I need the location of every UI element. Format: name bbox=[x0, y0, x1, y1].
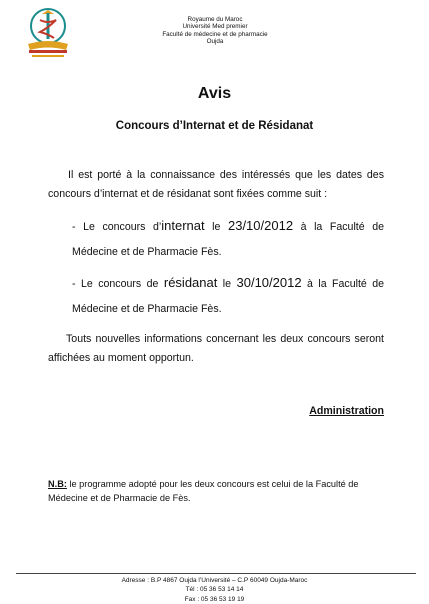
note-text: le programme adopté pour les deux concours est celui de la Faculté de Médecine et de Pharmacie de Fès. bbox=[48, 479, 359, 503]
footer-divider bbox=[16, 573, 416, 574]
item-suffix: à la Faculté de Médecine et de Pharmacie Fès. bbox=[72, 221, 384, 258]
institution-line: Faculté de médecine et de pharmacie bbox=[162, 30, 268, 38]
item-type: résidanat bbox=[163, 275, 218, 290]
footer bbox=[0, 576, 429, 604]
footer-tel: Tél : 05 36 53 14 14 bbox=[185, 586, 244, 594]
item-mid: le bbox=[217, 278, 237, 290]
institution-line: Université Med premier bbox=[182, 23, 248, 31]
item-prefix: Le concours de bbox=[80, 278, 164, 290]
note-label: N.B: bbox=[48, 479, 67, 489]
item-type: internat bbox=[161, 218, 205, 233]
closing-paragraph: Touts nouvelles informations concernant les deux concours seront affichées au moment opportun. bbox=[48, 333, 384, 364]
page-title: Avis bbox=[197, 85, 232, 102]
item-mid: le bbox=[204, 221, 228, 233]
item-suffix: à la Faculté de Médecine et de Pharmacie Fès. bbox=[72, 278, 385, 315]
intro-paragraph: Il est porté à la connaissance des intéressés que les dates des concours d’internat et de résidanat sont fixées comme suit : bbox=[48, 169, 384, 200]
list-item-residanat: - Le concours de résidanat le 30/10/2012 à la Faculté de Médecine et de Pharmacie Fès. bbox=[72, 275, 385, 315]
note bbox=[48, 477, 384, 505]
item-prefix: Le concours d’ bbox=[83, 221, 162, 233]
page-subtitle: Concours d’Internat et de Résidanat bbox=[115, 120, 314, 132]
item-date: 30/10/2012 bbox=[236, 275, 302, 290]
faculty-logo bbox=[20, 4, 76, 62]
footer-address: Adresse : B.P 4867 Oujda l’Université – C.P 60049 Oujda-Maroc bbox=[121, 577, 308, 584]
institution-line: Oujda bbox=[206, 38, 224, 46]
institution-line: Royaume du Maroc bbox=[187, 16, 243, 23]
list-item-internat: - Le concours d’internat le 23/10/2012 à la Faculté de Médecine et de Pharmacie Fès. bbox=[72, 218, 384, 258]
institution-header bbox=[150, 16, 280, 46]
footer-fax: Fax : 05 36 53 19 19 bbox=[184, 595, 245, 603]
item-date: 23/10/2012 bbox=[227, 218, 294, 233]
signature: Administration bbox=[309, 405, 384, 417]
